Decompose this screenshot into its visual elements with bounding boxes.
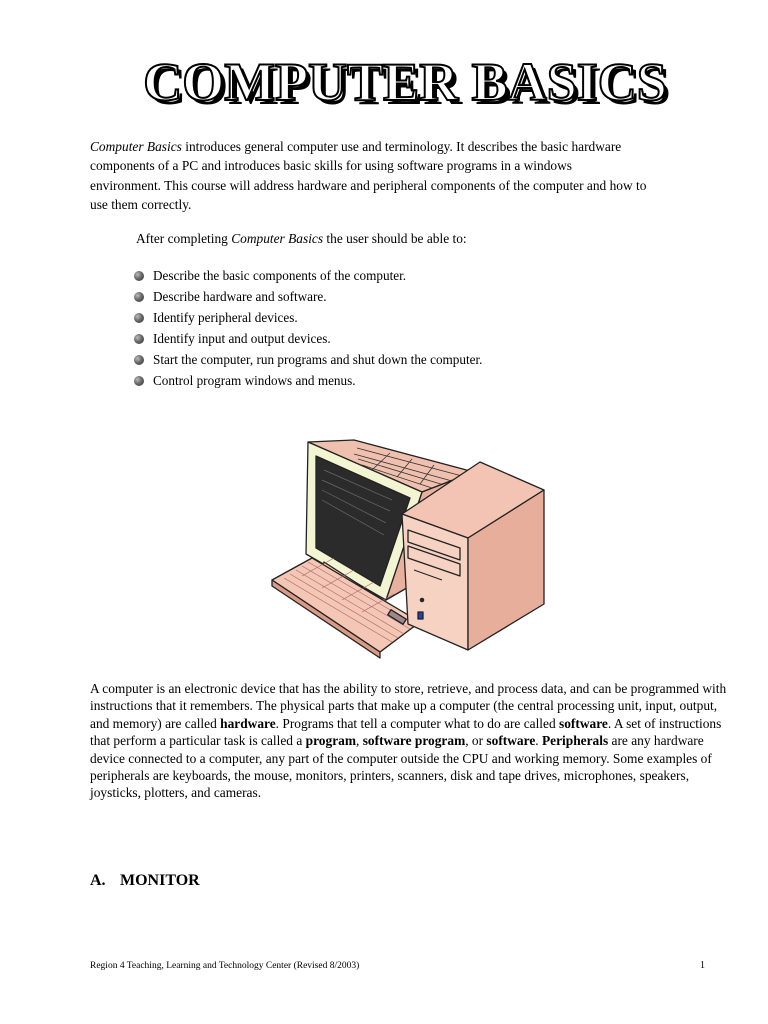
bullet-icon	[134, 292, 144, 302]
page-title: COMPUTER BASICS	[143, 52, 667, 112]
list-item: Start the computer, run programs and shut down the computer.	[134, 349, 482, 370]
objectives-lead: After completing Computer Basics the user should be able to:	[136, 231, 467, 246]
desktop-computer-illustration	[262, 428, 552, 660]
section-letter: A.	[90, 872, 106, 889]
page-number: 1	[700, 960, 705, 971]
intro-line-4: use them correctly.	[90, 196, 192, 212]
body-paragraph: A computer is an electronic device that has the ability to store, retrieve, and process data, and can be programmed with instructions that it remembers. The physical parts that make up a computer (the central processing unit, input, output, and memory) are called hardware. Programs that tell a computer what to do are called software. A set of instructions that perform a particular task is called a program, software program, or software. Peripherals are any hardware device connected to a computer, any part of the computer outside the CPU and working memory. Some examples of peripherals are keyboards, the mouse, monitors, printers, scanners, disk and tape drives, microphones, speakers, joysticks, plotters, and cameras.	[90, 681, 727, 801]
term-peripherals: Peripherals	[541, 733, 609, 749]
bullet-icon	[134, 376, 144, 386]
term-software-program: software program	[362, 733, 466, 749]
list-item: Describe hardware and software.	[134, 286, 482, 307]
intro-line-3: environment. This course will address hardware and peripheral components of the computer and how to	[90, 178, 647, 193]
term-software: software	[559, 715, 608, 731]
power-button	[418, 612, 423, 619]
bullet-icon	[134, 271, 144, 281]
course-name: Computer Basics	[231, 231, 324, 246]
footer-text: Region 4 Teaching, Learning and Technology Center (Revised 8/2003)	[90, 961, 360, 971]
list-item: Describe the basic components of the computer.	[134, 265, 482, 286]
section-heading	[90, 871, 200, 891]
term-software: software	[486, 733, 536, 749]
bullet-icon	[134, 334, 144, 344]
term-hardware: hardware	[220, 715, 276, 731]
intro-line-2: components of a PC and introduces basic skills for using software programs in a windows	[90, 157, 572, 173]
term-program: program	[305, 733, 356, 749]
list-item: Identify peripheral devices.	[134, 307, 482, 328]
power-light	[420, 598, 423, 601]
bullet-icon	[134, 313, 144, 323]
intro-paragraph	[90, 138, 730, 214]
list-item: Control program windows and menus.	[134, 370, 482, 391]
section-title: MONITOR	[120, 872, 200, 889]
intro-line-1: Computer Basics introduces general computer use and terminology. It describes the basic hardware	[90, 139, 622, 154]
course-name: Computer Basics	[90, 139, 182, 154]
list-item: Identify input and output devices.	[134, 328, 482, 349]
bullet-icon	[134, 355, 144, 365]
objectives-list	[134, 265, 482, 391]
